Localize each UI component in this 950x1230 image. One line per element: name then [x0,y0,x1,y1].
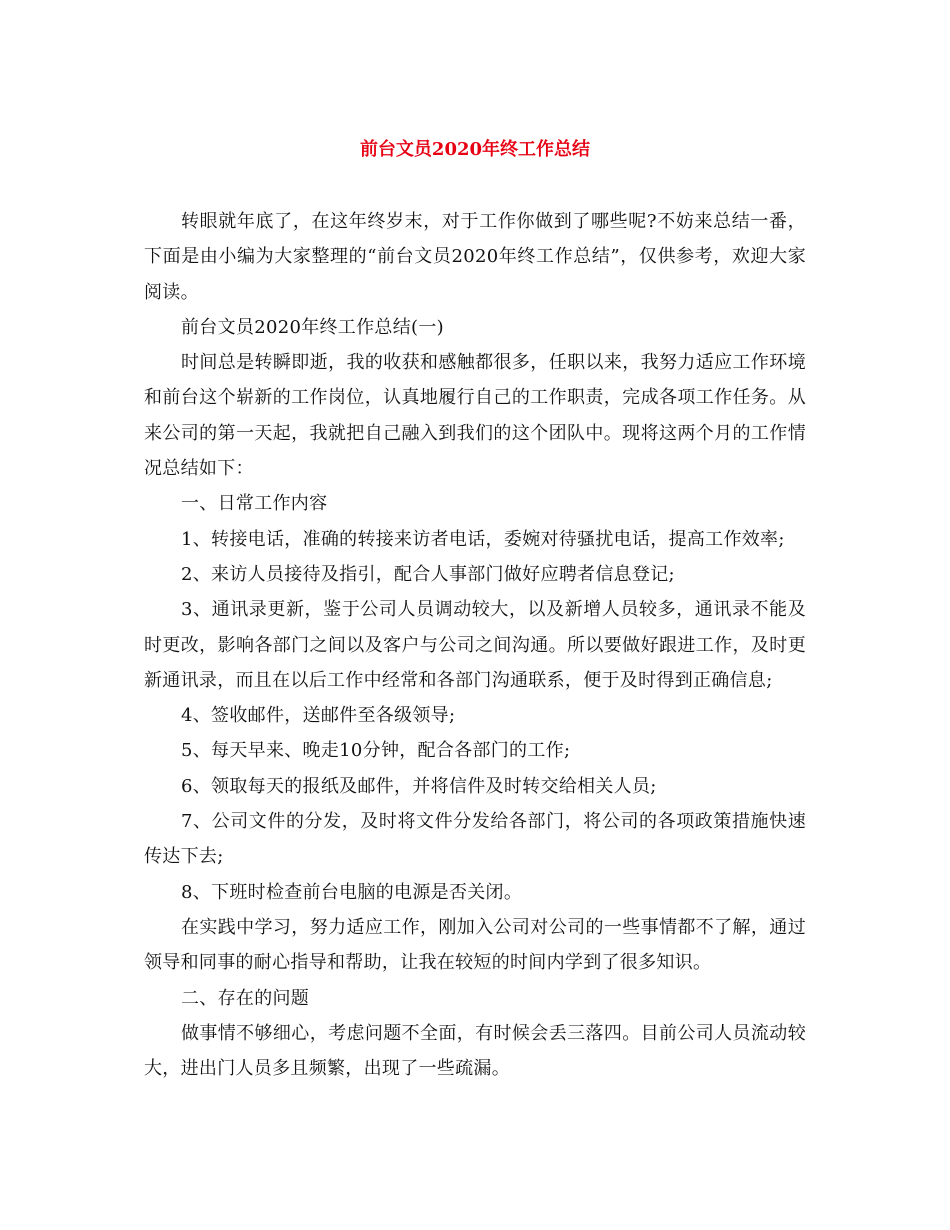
paragraph-intro: 转眼就年底了，在这年终岁末，对于工作你做到了哪些呢?不妨来总结一番，下面是由小编为大家整理的“前台文员2020年终工作总结”，仅供参考，欢迎大家阅读。 [144,211,806,303]
paragraph-learning: 在实践中学习，努力适应工作，刚加入公司对公司的一些事情都不了解，通过领导和同事的耐心指导和帮助，让我在较短的时间内学到了很多知识。 [144,916,806,974]
list-item-5: 5、每天早来、晚走10分钟，配合各部门的工作; [181,740,571,762]
list-item-1: 1、转接电话，准确的转接来访者电话，委婉对待骚扰电话，提高工作效率; [181,528,785,550]
list-item-2: 2、来访人员接待及指引，配合人事部门做好应聘者信息登记; [181,563,675,585]
paragraph-problems: 做事情不够细心，考虑问题不全面，有时候会丢三落四。目前公司人员流动较大，进出门人员多且频繁，出现了一些疏漏。 [144,1022,806,1080]
list-item-6: 6、领取每天的报纸及邮件，并将信件及时转交给相关人员; [181,775,657,797]
section-heading-daily-work: 一、日常工作内容 [181,493,328,515]
paragraph-overview: 时间总是转瞬即逝，我的收获和感触都很多，任职以来，我努力适应工作环境和前台这个崭新的工作岗位，认真地履行自己的工作职责，完成各项工作任务。从来公司的第一天起，我就把自己融入到我们的这个团队中。现将这两个月的工作情况总结如下： [144,352,806,480]
list-item-8: 8、下班时检查前台电脑的电源是否关闭。 [181,881,523,903]
list-item-7: 7、公司文件的分发，及时将文件分发给各部门，将公司的各项政策措施快速传达下去; [144,811,806,868]
section-heading-problems: 二、存在的问题 [181,987,310,1009]
document-body [144,204,806,1086]
document-title: 前台文员2020年终工作总结 [359,139,591,160]
section-heading-part-one: 前台文员2020年终工作总结(一) [181,316,444,338]
list-item-4: 4、签收邮件，送邮件至各级领导; [181,705,456,727]
list-item-3: 3、通讯录更新，鉴于公司人员调动较大，以及新增人员较多，通讯录不能及时更改，影响各部门之间以及客户与公司之间沟通。所以要做好跟进工作，及时更新通讯录，而且在以后工作中经常和各部门沟通联系，便于及时得到正确信息; [144,599,806,691]
